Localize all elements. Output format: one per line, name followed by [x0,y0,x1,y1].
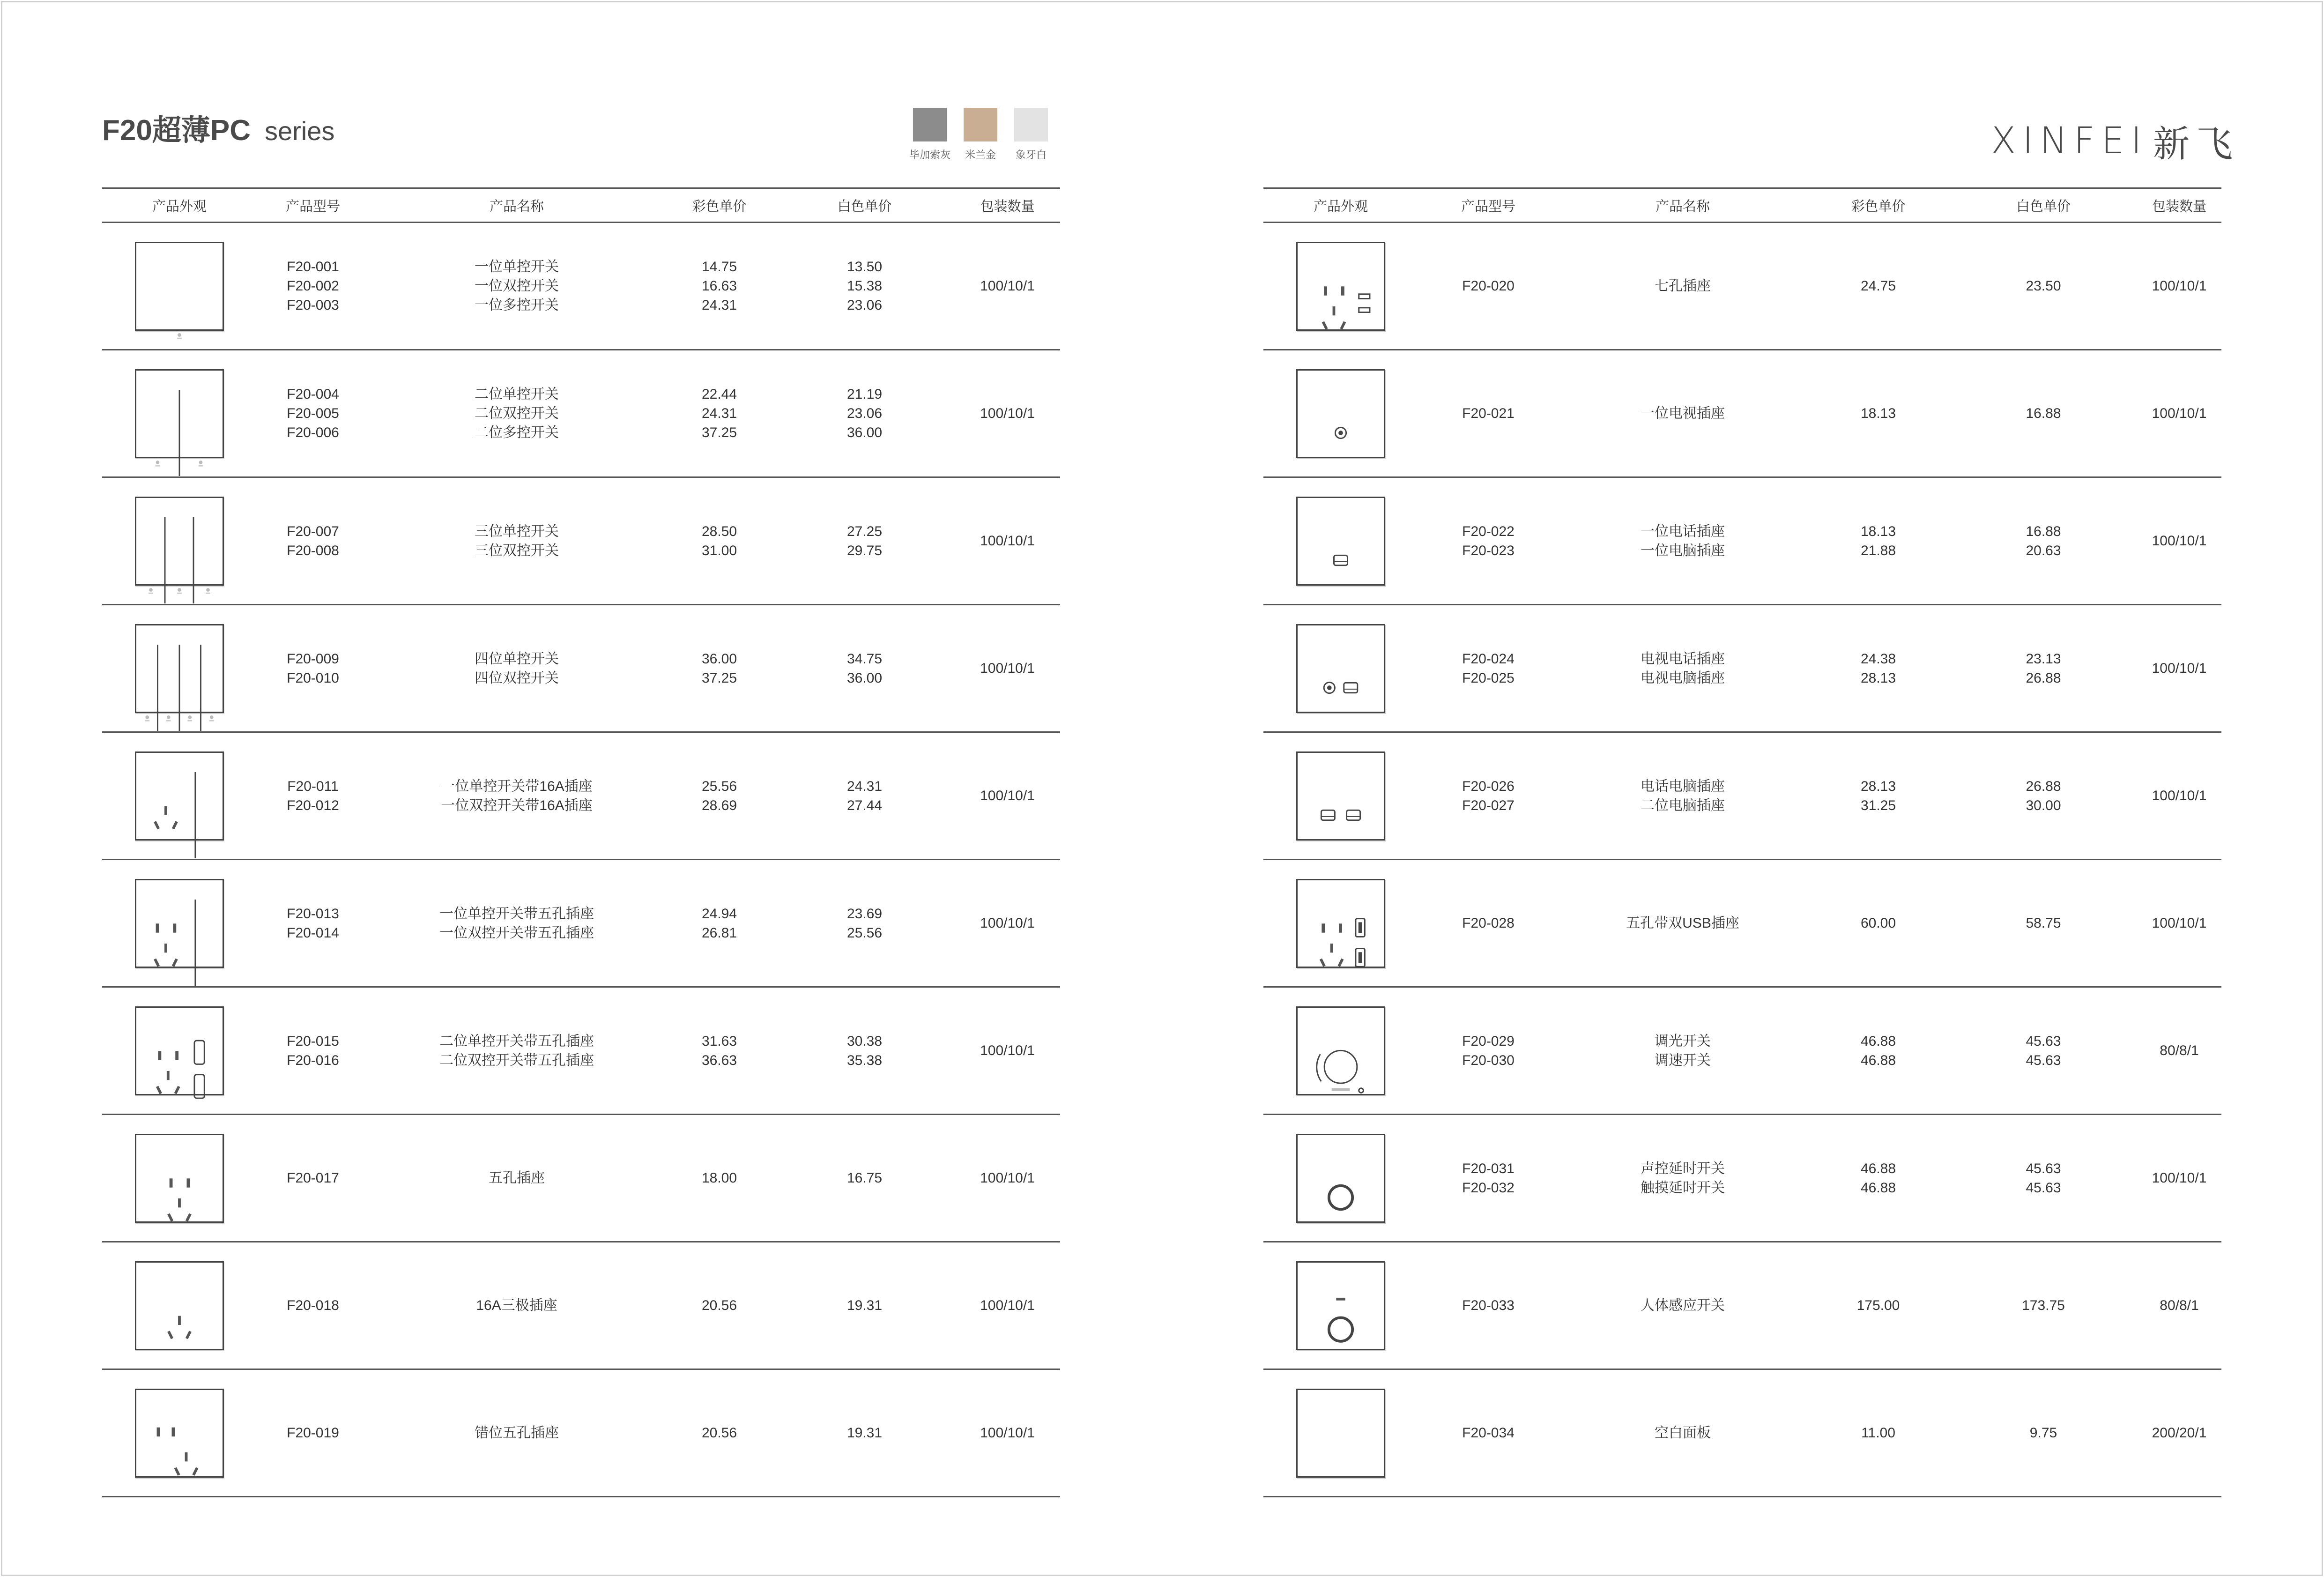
col-pack: 包装数量 [980,199,1035,214]
pack-quantity: 100/10/1 [980,1425,1035,1441]
white-price: 24.31 27.44 [846,778,883,813]
tv-phone-socket-icon [1296,624,1385,713]
col-color-price: 彩色单价 [692,199,747,214]
product-image-cell [102,497,257,586]
product-name: 一位电话插座 一位电脑插座 [1641,523,1725,558]
color-price: 28.13 31.25 [1860,778,1896,813]
product-model: F20-022 F20-023 [1462,523,1515,558]
white-price: 23.69 25.56 [846,906,883,941]
five-hole-socket-icon [135,1134,224,1223]
swatch-chip [913,108,947,141]
title-main: F20超薄PC [102,114,251,147]
product-model: F20-013 F20-014 [287,906,339,941]
pack-quantity: 100/10/1 [980,406,1035,421]
product-name: 二位单控开关带五孔插座 二位双控开关带五孔插座 [439,1033,594,1068]
product-model: F20-015 F20-016 [287,1033,339,1068]
table-row [102,605,1060,733]
white-price: 16.88 20.63 [2026,523,2061,558]
pack-quantity: 200/20/1 [2152,1425,2207,1441]
swatch-chip [964,108,997,141]
brand-text: XINFEI [1991,120,2148,162]
product-image-cell [102,369,257,458]
pack-quantity: 100/10/1 [980,1170,1035,1186]
product-image-cell [102,751,257,841]
color-price: 18.00 [701,1170,737,1186]
product-name: 四位单控开关 四位双控开关 [475,651,559,686]
product-image-cell [102,242,257,331]
brand-logo [1991,115,2239,167]
white-price: 9.75 [2029,1425,2057,1441]
single-switch-icon [135,242,224,331]
swatch-label: 毕加索灰 [909,149,951,161]
double-switch-icon [135,369,224,458]
product-image-cell [1263,497,1418,586]
usb-five-hole-socket-icon [1296,879,1385,968]
swatch-label: 象牙白 [1015,149,1047,161]
product-name: 五孔插座 [489,1170,545,1186]
product-model: F20-026 F20-027 [1462,778,1515,813]
swatch-grey [911,108,949,162]
product-name: 调光开关 调速开关 [1655,1033,1711,1068]
product-image-cell [102,1261,257,1350]
product-image-cell [1263,369,1418,458]
white-price: 16.75 [846,1170,883,1186]
swatch-gold [962,108,999,162]
white-price: 27.25 29.75 [846,523,883,558]
product-image-cell [1263,1134,1418,1223]
color-price: 36.00 37.25 [701,651,737,686]
col-model: 产品型号 [285,199,340,214]
table-row [1263,1115,2221,1242]
product-image-cell [102,1134,257,1223]
title-sub: series [264,116,335,146]
color-price: 14.75 16.63 24.31 [701,259,737,313]
product-name: 电视电话插座 电视电脑插座 [1641,651,1725,686]
table-row [102,988,1060,1115]
table-row [1263,350,2221,478]
triple-switch-icon [135,497,224,586]
pack-quantity: 100/10/1 [2152,788,2207,803]
table-row [102,1115,1060,1242]
product-name: 五孔带双USB插座 [1626,915,1739,931]
color-price: 22.44 24.31 37.25 [701,387,737,440]
product-name: 三位单控开关 三位双控开关 [475,523,559,558]
product-model: F20-011 F20-012 [287,778,339,813]
color-swatches [911,108,1050,162]
white-price: 13.50 15.38 23.06 [846,259,883,313]
product-model: F20-034 [1462,1425,1515,1441]
pack-quantity: 100/10/1 [980,915,1035,931]
right-product-table [1263,187,2221,1497]
color-price: 31.63 36.63 [701,1033,737,1068]
pack-quantity: 100/10/1 [980,1043,1035,1058]
white-price: 23.13 26.88 [2026,651,2061,686]
product-name: 声控延时开关 触摸延时开关 [1641,1160,1725,1196]
table-row [102,1370,1060,1497]
table-row [1263,860,2221,988]
pack-quantity: 80/8/1 [2160,1298,2199,1313]
color-price: 25.56 28.69 [701,778,737,813]
white-price: 19.31 [846,1425,883,1441]
white-price: 45.63 45.63 [2026,1160,2061,1196]
pack-quantity: 100/10/1 [980,1298,1035,1313]
table-row [1263,1242,2221,1370]
two-switch-five-hole-icon [135,1006,224,1095]
switch-five-hole-icon [135,879,224,968]
swatch-ivory [1012,108,1050,162]
product-model: F20-033 [1462,1298,1515,1313]
color-price: 18.13 [1860,406,1896,421]
product-model: F20-018 [287,1298,339,1313]
color-price: 20.56 [701,1425,737,1441]
col-pack: 包装数量 [2152,199,2206,214]
product-image-cell [1263,1261,1418,1350]
tv-socket-icon [1296,369,1385,458]
brand-cn: 新飞 [2153,123,2239,165]
color-price: 60.00 [1860,915,1896,931]
product-name: 人体感应开关 [1641,1298,1725,1313]
swatch-chip [1014,108,1048,141]
product-image-cell [1263,242,1418,331]
product-name: 空白面板 [1655,1425,1711,1441]
table-row [102,1242,1060,1370]
pack-quantity: 100/10/1 [2152,278,2207,294]
white-price: 23.50 [2026,278,2061,294]
table-row [1263,988,2221,1115]
product-image-cell [102,1006,257,1095]
product-image-cell [102,879,257,968]
product-image-cell [1263,1389,1418,1478]
table-row [102,223,1060,350]
color-price: 24.75 [1860,278,1896,294]
product-model: F20-021 [1462,406,1515,421]
product-name: 一位单控开关 一位双控开关 一位多控开关 [475,259,559,313]
product-model: F20-009 F20-010 [287,651,339,686]
color-price: 20.56 [701,1298,737,1313]
color-price: 18.13 21.88 [1860,523,1896,558]
white-price: 16.88 [2026,406,2061,421]
product-image-cell [1263,624,1418,713]
phone-socket-icon [1296,497,1385,586]
color-price: 11.00 [1861,1425,1895,1441]
product-name: 16A三极插座 [476,1298,557,1313]
product-model: F20-028 [1462,915,1515,931]
pack-quantity: 100/10/1 [2152,406,2207,421]
product-image-cell [1263,879,1418,968]
white-price: 21.19 23.06 36.00 [846,387,883,440]
switch-16a-socket-icon [135,751,224,841]
pack-quantity: 100/10/1 [2152,533,2207,549]
white-price: 19.31 [846,1298,883,1313]
table-header [1263,187,2221,223]
dimmer-knob-icon [1296,1006,1385,1095]
color-price: 46.88 46.88 [1860,1160,1896,1196]
page-title [102,107,334,149]
table-header [102,187,1060,223]
product-image-cell [102,624,257,713]
product-image-cell [1263,1006,1418,1095]
table-row [1263,733,2221,860]
product-model: F20-004 F20-005 F20-006 [287,387,339,440]
pack-quantity: 100/10/1 [980,661,1035,676]
table-row [1263,605,2221,733]
product-image-cell [1263,751,1418,841]
col-appearance: 产品外观 [1313,199,1368,214]
swatch-label: 米兰金 [965,149,996,161]
col-appearance: 产品外观 [152,199,207,214]
col-name: 产品名称 [1655,199,1710,214]
pack-quantity: 100/10/1 [2152,661,2207,676]
product-model: F20-007 F20-008 [287,523,339,558]
motion-sensor-switch-icon [1296,1261,1385,1350]
product-model: F20-020 [1462,278,1515,294]
product-model: F20-024 F20-025 [1462,651,1515,686]
product-name: 一位电视插座 [1641,406,1725,421]
col-white-price: 白色单价 [837,199,892,214]
pack-quantity: 100/10/1 [980,788,1035,803]
three-pin-16a-socket-icon [135,1261,224,1350]
col-white-price: 白色单价 [2016,199,2071,214]
table-row [102,478,1060,605]
left-product-table [102,187,1060,1497]
color-price: 24.38 28.13 [1860,651,1896,686]
product-name: 一位单控开关带16A插座 一位双控开关带16A插座 [441,778,593,813]
product-image-cell [102,1389,257,1478]
table-row [102,350,1060,478]
product-name: 二位单控开关 二位双控开关 二位多控开关 [475,387,559,440]
seven-hole-socket-icon [1296,242,1385,331]
product-model: F20-029 F20-030 [1462,1033,1515,1068]
white-price: 58.75 [2026,915,2061,931]
product-name: 电话电脑插座 二位电脑插座 [1641,778,1725,813]
pack-quantity: 100/10/1 [2152,1170,2207,1186]
color-price: 175.00 [1856,1298,1900,1313]
product-name: 错位五孔插座 [475,1425,559,1441]
delay-switch-icon [1296,1134,1385,1223]
dual-data-socket-icon [1296,751,1385,841]
white-price: 26.88 30.00 [2026,778,2061,813]
offset-five-hole-socket-icon [135,1389,224,1478]
white-price: 173.75 [2022,1298,2065,1313]
table-row [1263,1370,2221,1497]
color-price: 24.94 26.81 [701,906,737,941]
color-price: 46.88 46.88 [1860,1033,1896,1068]
blank-panel-icon [1296,1389,1385,1478]
white-price: 34.75 36.00 [846,651,883,686]
pack-quantity: 100/10/1 [2152,915,2207,931]
color-price: 28.50 31.00 [701,523,737,558]
col-model: 产品型号 [1461,199,1515,214]
col-color-price: 彩色单价 [1851,199,1906,214]
col-name: 产品名称 [489,199,544,214]
white-price: 45.63 45.63 [2026,1033,2061,1068]
product-model: F20-017 [287,1170,339,1186]
pack-quantity: 100/10/1 [980,533,1035,549]
table-row [102,733,1060,860]
pack-quantity: 100/10/1 [980,278,1035,294]
product-name: 七孔插座 [1655,278,1711,294]
product-name: 一位单控开关带五孔插座 一位双控开关带五孔插座 [439,906,594,941]
table-row [1263,223,2221,350]
white-price: 30.38 35.38 [846,1033,883,1068]
pack-quantity: 80/8/1 [2160,1043,2199,1058]
product-model: F20-019 [287,1425,339,1441]
product-model: F20-001 F20-002 F20-003 [287,259,339,313]
product-model: F20-031 F20-032 [1462,1160,1515,1196]
table-row [102,860,1060,988]
quad-switch-icon [135,624,224,713]
table-row [1263,478,2221,605]
